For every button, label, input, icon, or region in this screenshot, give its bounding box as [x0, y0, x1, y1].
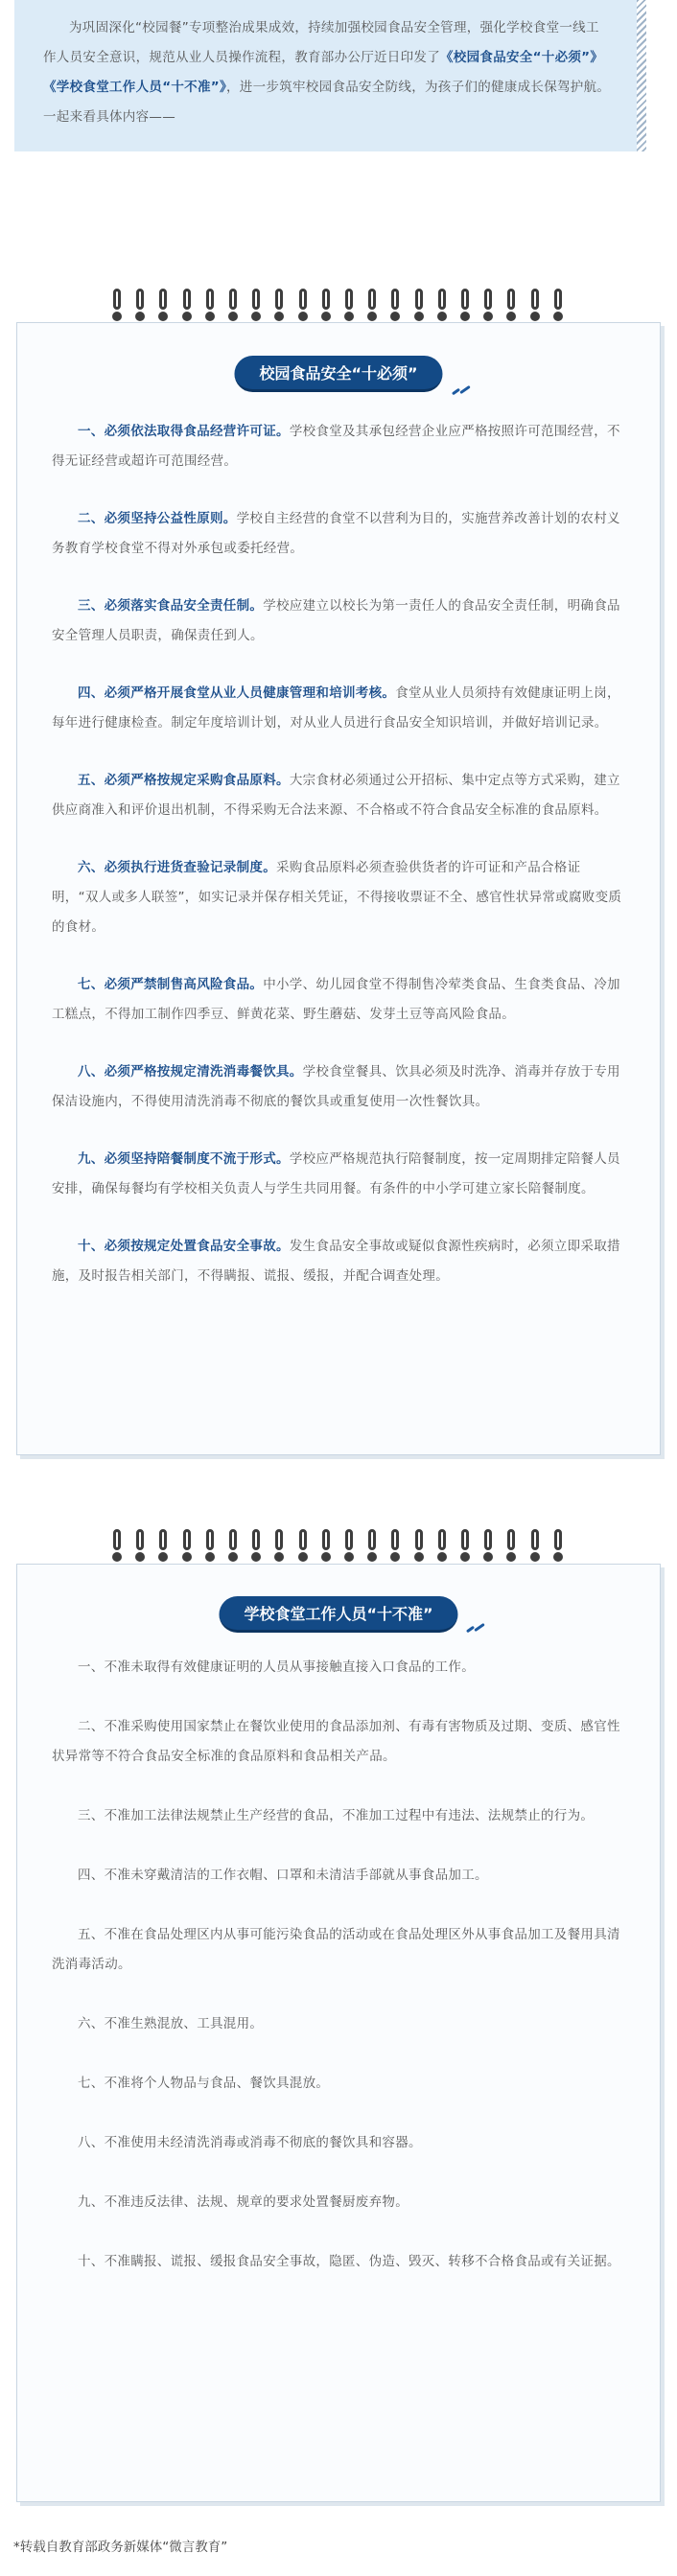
ring-binder-icon	[482, 1529, 494, 1562]
ring-binder-icon	[413, 289, 425, 321]
ring-binder-icon	[297, 1529, 309, 1562]
must-items-list	[52, 417, 625, 1319]
must-item	[52, 1057, 625, 1117]
must-item-text: 学校自主经营的食堂不以营利为目的，实施营养改善计划的农村义务教育学校食堂不得对外承包或委托经营。	[52, 511, 620, 556]
ring-binder-icon	[482, 289, 494, 321]
must-item-lead: 二、必须坚持公益性原则。	[78, 511, 237, 526]
must-item-lead: 十、必须按规定处置食品安全事故。	[78, 1239, 290, 1254]
must-item-text: 大宗食材必须通过公开招标、集中定点等方式采购，建立供应商准入和评价退出机制，不得采购无合法来源、不合格或不符合食品安全标准的食品原料。	[52, 773, 620, 818]
not-item: 八、不准使用未经清洗消毒或消毒不彻底的餐饮具和容器。	[78, 2135, 422, 2150]
ring-binder-icon	[320, 1529, 332, 1562]
must-item-lead: 六、必须执行进货查验记录制度。	[78, 860, 276, 875]
must-item	[52, 417, 625, 476]
must-section-card	[16, 322, 661, 1455]
ring-binder-icon	[436, 289, 448, 321]
ring-binder-icon	[389, 289, 401, 321]
must-item-lead: 七、必须严禁制售高风险食品。	[78, 977, 264, 992]
intro-paragraph	[43, 13, 612, 132]
ring-binder-icon	[134, 1529, 146, 1562]
ring-binder-icon	[181, 1529, 193, 1562]
intro-panel	[14, 0, 637, 151]
ring-binder-icon	[204, 289, 216, 321]
must-item-text: 食堂从业人员须持有效健康证明上岗，每年进行健康检查。制定年度培训计划，对从业人员进行食品安全知识培训，并做好培训记录。	[52, 685, 620, 731]
ring-binder-icon	[273, 1529, 285, 1562]
must-item	[52, 853, 625, 942]
ring-binder-icon	[157, 289, 169, 321]
must-item-text: 学校食堂餐具、饮具必须及时洗净、消毒并存放于专用保洁设施内，不得使用清洗消毒不彻底的餐饮具或重复使用一次性餐饮具。	[52, 1064, 620, 1109]
must-item-lead: 一、必须依法取得食品经营许可证。	[78, 424, 290, 439]
must-item	[52, 970, 625, 1030]
ring-binder-icon	[204, 1529, 216, 1562]
title-accent-mark-2	[466, 1620, 487, 1636]
intro-text-2: ，进一步筑牢校园食品安全防线，为孩子们的健康成长保驾护航。一起来看具体内容——	[43, 80, 611, 125]
intro-highlight-titles: 《校园食品安全“十必须”》《学校食堂工作人员“十不准”》	[43, 50, 604, 95]
ring-binder-icon	[111, 1529, 123, 1562]
not-items-list	[52, 1653, 625, 2307]
must-item-text: 学校食堂及其承包经营企业应严格按照许可范围经营，不得无证经营或超许可范围经营。	[52, 424, 620, 469]
not-item: 一、不准未取得有效健康证明的人员从事接触直接入口食品的工作。	[78, 1659, 475, 1675]
must-item-text: 发生食品安全事故或疑似食源性疾病时，必须立即采取措施，及时报告相关部门，不得瞒报、谎报、缓报，并配合调查处理。	[52, 1239, 620, 1284]
must-item-lead: 三、必须落实食品安全责任制。	[78, 598, 264, 614]
must-item-text: 学校应建立以校长为第一责任人的食品安全责任制，明确食品安全管理人员职责，确保责任到人。	[52, 598, 620, 643]
ring-binder-icon	[389, 1529, 401, 1562]
ring-binder-icon	[505, 1529, 517, 1562]
must-item-text: 采购食品原料必须查验供货者的许可证和产品合格证明，“双人或多人联签”，如实记录并保存相关凭证，不得接收票证不全、感官性状异常或腐败变质的食材。	[52, 860, 622, 935]
must-item	[52, 1145, 625, 1204]
must-section-title: 校园食品安全“十必须”	[234, 356, 442, 392]
ring-binder-icon	[343, 289, 355, 321]
not-section-card	[16, 1564, 661, 2502]
not-item: 七、不准将个人物品与食品、餐饮具混放。	[78, 2076, 330, 2091]
not-item: 三、不准加工法律法规禁止生产经营的食品，不准加工过程中有违法、法规禁止的行为。	[78, 1808, 595, 1823]
ring-binder-icon	[552, 1529, 564, 1562]
ring-binder-icon	[134, 289, 146, 321]
not-item: 九、不准违反法律、法规、规章的要求处置餐厨废弃物。	[78, 2194, 409, 2210]
ring-binder-icon	[459, 289, 471, 321]
not-item: 五、不准在食品处理区内从事可能污染食品的活动或在食品处理区外从事食品加工及餐用具清洗消毒活动。	[52, 1927, 620, 1972]
not-item: 六、不准生熟混放、工具混用。	[78, 2016, 264, 2031]
intro-hatched-shadow	[637, 0, 646, 151]
must-item	[52, 592, 625, 651]
ring-binder-icon	[529, 1529, 541, 1562]
must-item-text: 学校应严格规范执行陪餐制度，按一定周期排定陪餐人员安排，确保每餐均有学校相关负责人与学生共同用餐。有条件的中小学可建立家长陪餐制度。	[52, 1151, 620, 1196]
ring-binder-icon	[273, 289, 285, 321]
ring-binder-icon	[320, 289, 332, 321]
ring-binder-icon	[157, 1529, 169, 1562]
must-item	[52, 504, 625, 564]
not-item: 十、不准瞒报、谎报、缓报食品安全事故，隐匿、伪造、毁灭、转移不合格食品或有关证据。	[78, 2254, 620, 2269]
ring-binder-icon	[366, 289, 378, 321]
ring-binder-icon	[459, 1529, 471, 1562]
title-accent-mark	[452, 383, 473, 398]
ring-binder-icon	[529, 289, 541, 321]
not-section-title: 学校食堂工作人员“十不准”	[219, 1596, 457, 1633]
ring-binder-icon	[227, 289, 239, 321]
must-item-text: 中小学、幼儿园食堂不得制售冷荤类食品、生食类食品、冷加工糕点，不得加工制作四季豆、鲜黄花菜、野生蘑菇、发芽土豆等高风险食品。	[52, 977, 620, 1022]
ring-binder-icon	[505, 289, 517, 321]
not-item: 二、不准采购使用国家禁止在餐饮业使用的食品添加剂、有毒有害物质及过期、变质、感官性状异常等不符合食品安全标准的食品原料和食品相关产品。	[52, 1719, 620, 1764]
ring-binder-icon	[297, 289, 309, 321]
must-item	[52, 766, 625, 825]
must-item	[52, 1232, 625, 1291]
ring-binder-icon	[552, 289, 564, 321]
must-item-lead: 五、必须严格按规定采购食品原料。	[78, 773, 290, 788]
ring-binder-icon	[111, 289, 123, 321]
intro-text-1: 为巩固深化“校园餐”专项整治成果成效，持续加强校园食品安全管理，强化学校食堂一线工作人员安全意识，规范从业人员操作流程，教育部办公厅近日印发了	[43, 20, 599, 65]
ring-binder-icon	[250, 1529, 262, 1562]
must-item	[52, 679, 625, 738]
ring-binder-icon	[436, 1529, 448, 1562]
ring-binder-icon	[413, 1529, 425, 1562]
source-footer: *转载自教育部政务新媒体“微言教育”	[13, 2540, 228, 2555]
not-item: 四、不准未穿戴清洁的工作衣帽、口罩和未清洁手部就从事食品加工。	[78, 1868, 488, 1883]
ring-binder-icon	[181, 289, 193, 321]
must-item-lead: 八、必须严格按规定清洗消毒餐饮具。	[78, 1064, 303, 1079]
ring-binder-icon	[227, 1529, 239, 1562]
ring-binder-icon	[250, 289, 262, 321]
must-item-lead: 四、必须严格开展食堂从业人员健康管理和培训考核。	[78, 685, 396, 701]
must-item-lead: 九、必须坚持陪餐制度不流于形式。	[78, 1151, 290, 1167]
ring-binder-icon	[343, 1529, 355, 1562]
ring-binder-icon	[366, 1529, 378, 1562]
